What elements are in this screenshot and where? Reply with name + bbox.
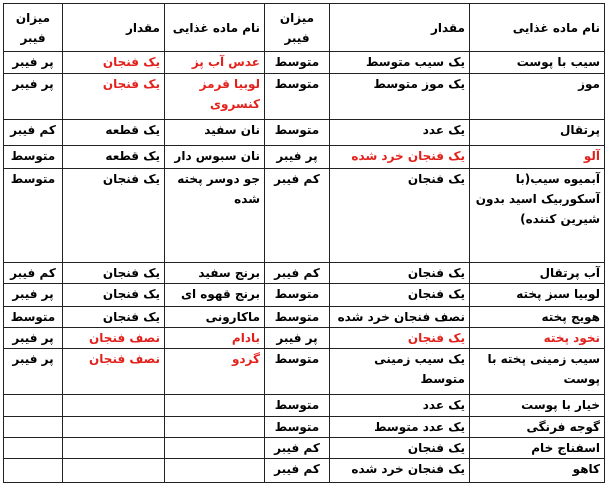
- table-row: [4, 459, 605, 483]
- amount-cell: یک فنجان: [330, 328, 470, 349]
- fiber-level-cell: متوسط: [265, 52, 330, 74]
- food-cell: برنج سفید: [165, 262, 265, 283]
- header-food: نام ماده غذایی: [165, 4, 265, 52]
- amount-cell: یک سیب متوسط: [330, 52, 470, 74]
- food-cell: اسفناج خام: [470, 438, 605, 459]
- amount-cell: یک فنجان: [63, 169, 165, 263]
- table-row: [4, 169, 605, 263]
- header-fiber-level: میزان فیبر: [4, 4, 63, 52]
- food-cell: آبمیوه سیب(با آسکوربیک اسید بدون شیرین کننده): [470, 169, 605, 263]
- amount-cell: یک موز متوسط: [330, 74, 470, 120]
- amount-cell: یک عدد: [330, 395, 470, 416]
- food-cell: برنج قهوه ای: [165, 284, 265, 306]
- amount-cell: یک فنجان: [330, 262, 470, 283]
- fiber-level-cell: کم فیبر: [4, 262, 63, 283]
- amount-cell: یک فنجان: [63, 262, 165, 283]
- fiber-level-cell: پر فیبر: [4, 284, 63, 306]
- amount-cell: یک فنجان: [63, 306, 165, 327]
- food-cell: بادام: [165, 328, 265, 349]
- table-row: [4, 262, 605, 283]
- header-amount: مقدار: [63, 4, 165, 52]
- fiber-level-cell: پر فیبر: [4, 74, 63, 120]
- empty-cell: [4, 438, 63, 459]
- empty-cell: [4, 459, 63, 483]
- fiber-level-cell: کم فیبر: [4, 120, 63, 145]
- table-row: [4, 145, 605, 168]
- amount-cell: نصف فنجان: [63, 328, 165, 349]
- empty-cell: [63, 416, 165, 437]
- amount-cell: یک فنجان خرد شده: [330, 459, 470, 483]
- fiber-level-cell: پر فیبر: [265, 328, 330, 349]
- food-cell: سیب زمینی پخته با پوست: [470, 349, 605, 395]
- fiber-level-cell: متوسط: [265, 120, 330, 145]
- table-row: [4, 349, 605, 395]
- amount-cell: یک فنجان: [63, 74, 165, 120]
- amount-cell: یک قطعه: [63, 120, 165, 145]
- amount-cell: یک فنجان: [330, 169, 470, 263]
- table-row: [4, 395, 605, 416]
- amount-cell: یک فنجان: [63, 52, 165, 74]
- empty-cell: [4, 395, 63, 416]
- amount-cell: یک قطعه: [63, 145, 165, 168]
- fiber-level-cell: متوسط: [265, 416, 330, 437]
- food-cell: کاهو: [470, 459, 605, 483]
- food-cell: پرتقال: [470, 120, 605, 145]
- food-cell: لوبیا سبز پخته: [470, 284, 605, 306]
- table-row: [4, 74, 605, 120]
- food-cell: نان سبوس دار: [165, 145, 265, 168]
- empty-cell: [165, 395, 265, 416]
- fiber-level-cell: پر فیبر: [4, 349, 63, 395]
- empty-cell: [63, 438, 165, 459]
- fiber-level-cell: متوسط: [265, 74, 330, 120]
- fiber-level-cell: متوسط: [4, 169, 63, 263]
- empty-cell: [165, 416, 265, 437]
- table-row: [4, 284, 605, 306]
- food-cell: لوبیا قرمز کنسروی: [165, 74, 265, 120]
- fiber-content-table: [3, 3, 605, 483]
- header-amount: مقدار: [330, 4, 470, 52]
- amount-cell: یک فنجان: [330, 438, 470, 459]
- fiber-level-cell: متوسط: [265, 284, 330, 306]
- amount-cell: نصف فنجان خرد شده: [330, 306, 470, 327]
- fiber-level-cell: متوسط: [4, 145, 63, 168]
- fiber-level-cell: کم فیبر: [265, 169, 330, 263]
- amount-cell: یک فنجان خرد شده: [330, 145, 470, 168]
- table-row: [4, 120, 605, 145]
- empty-cell: [165, 438, 265, 459]
- food-cell: ماکارونی: [165, 306, 265, 327]
- table-row: [4, 438, 605, 459]
- food-cell: نان سفید: [165, 120, 265, 145]
- fiber-level-cell: متوسط: [4, 306, 63, 327]
- fiber-level-cell: متوسط: [265, 395, 330, 416]
- fiber-level-cell: کم فیبر: [265, 438, 330, 459]
- empty-cell: [4, 416, 63, 437]
- food-cell: گوجه فرنگی: [470, 416, 605, 437]
- food-cell: عدس آب پز: [165, 52, 265, 74]
- food-cell: آب پرتقال: [470, 262, 605, 283]
- table-row: [4, 306, 605, 327]
- food-cell: جو دوسر پخته شده: [165, 169, 265, 263]
- amount-cell: یک فنجان: [330, 284, 470, 306]
- empty-cell: [165, 459, 265, 483]
- header-food: نام ماده غذایی: [470, 4, 605, 52]
- table-row: [4, 328, 605, 349]
- fiber-level-cell: پر فیبر: [265, 145, 330, 168]
- table-row: [4, 52, 605, 74]
- amount-cell: یک فنجان: [63, 284, 165, 306]
- food-cell: آلو: [470, 145, 605, 168]
- header-fiber-level: میزان فیبر: [265, 4, 330, 52]
- amount-cell: یک سیب زمینی متوسط: [330, 349, 470, 395]
- food-cell: خیار با پوست: [470, 395, 605, 416]
- amount-cell: یک عدد متوسط: [330, 416, 470, 437]
- food-cell: هویج پخته: [470, 306, 605, 327]
- amount-cell: یک عدد: [330, 120, 470, 145]
- food-cell: سیب با پوست: [470, 52, 605, 74]
- empty-cell: [63, 459, 165, 483]
- fiber-level-cell: متوسط: [265, 349, 330, 395]
- amount-cell: نصف فنجان: [63, 349, 165, 395]
- header-row: [4, 4, 605, 52]
- table-row: [4, 416, 605, 437]
- fiber-level-cell: پر فیبر: [4, 328, 63, 349]
- fiber-level-cell: کم فیبر: [265, 459, 330, 483]
- food-cell: نخود پخته: [470, 328, 605, 349]
- fiber-level-cell: پر فیبر: [4, 52, 63, 74]
- food-cell: موز: [470, 74, 605, 120]
- food-cell: گردو: [165, 349, 265, 395]
- empty-cell: [63, 395, 165, 416]
- fiber-level-cell: متوسط: [265, 306, 330, 327]
- fiber-level-cell: کم فیبر: [265, 262, 330, 283]
